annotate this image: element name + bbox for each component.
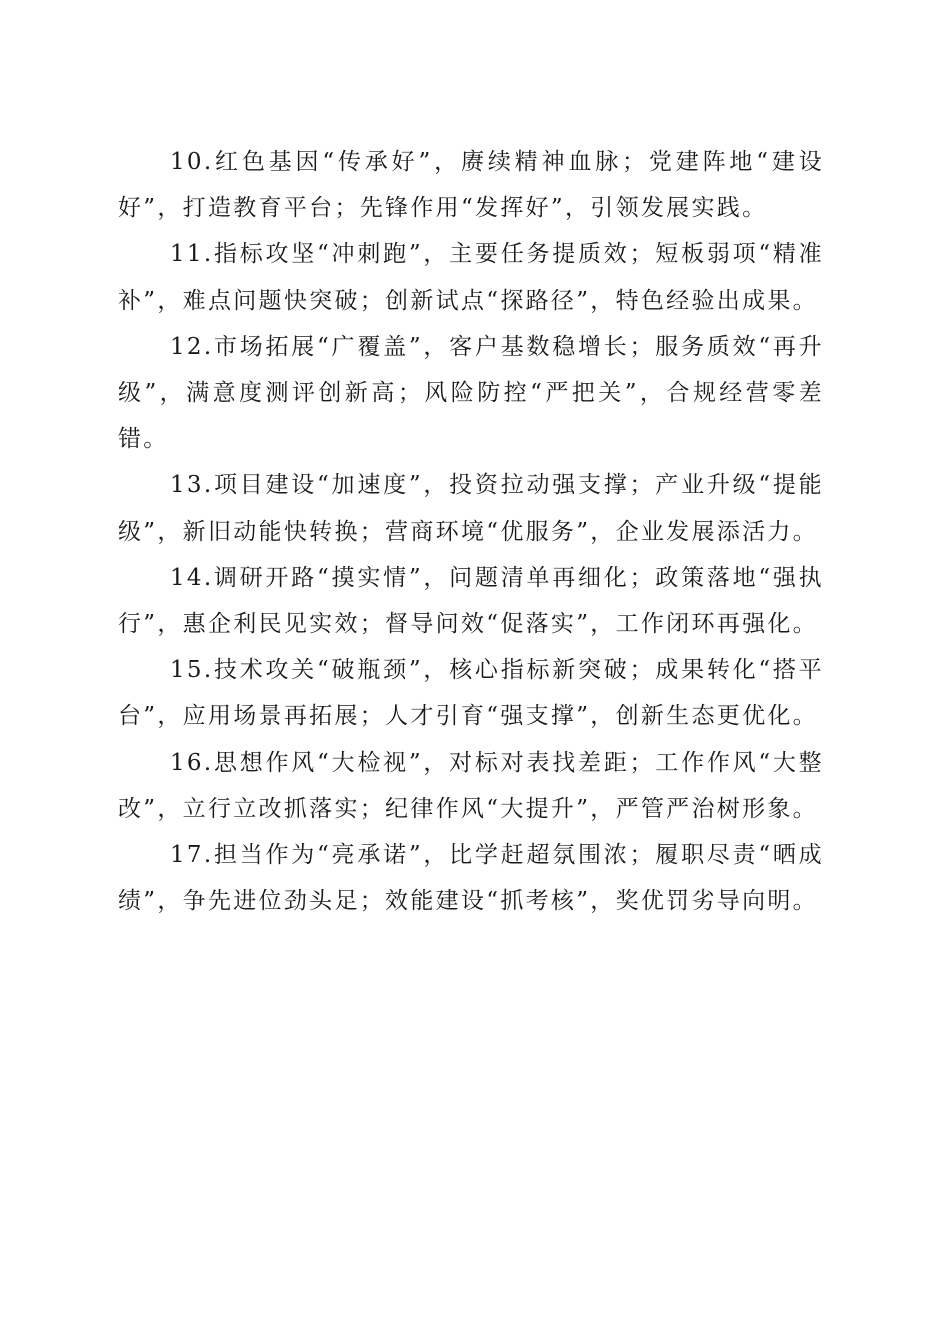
paragraph-17: 17.担当作为“亮承诺”，比学赶超氛围浓；履职尽责“晒成绩”，争先进位劲头足；效能建设“抓考核”，奖优罚劣导向明。	[118, 842, 824, 915]
paragraph-10: 10.红色基因“传承好”，赓续精神血脉；党建阵地“建设好”，打造教育平台；先锋作用“发挥好”，引领发展实践。	[118, 149, 824, 222]
paragraph-12: 12.市场拓展“广覆盖”，客户基数稳增长；服务质效“再升级”，满意度测评创新高；风险防控“严把关”，合规经营零差错。	[118, 333, 824, 453]
paragraph-14: 14.调研开路“摸实情”，问题清单再细化；政策落地“强执行”，惠企利民见实效；督导问效“促落实”，工作闭环再强化。	[118, 564, 824, 638]
paragraph-15: 15.技术攻关“破瓶颈”，核心指标新突破；成果转化“搭平台”，应用场景再拓展；人才引育“强支撑”，创新生态更优化。	[118, 657, 824, 730]
paragraph-16: 16.思想作风“大检视”，对标对表找差距；工作作风“大整改”，立行立改抓落实；纪律作风“大提升”，严管严治树形象。	[118, 749, 824, 822]
document-body	[118, 139, 824, 924]
paragraph-13: 13.项目建设“加速度”，投资拉动强支撑；产业升级“提能级”，新旧动能快转换；营商环境“优服务”，企业发展添活力。	[118, 472, 824, 545]
paragraph-11: 11.指标攻坚“冲刺跑”，主要任务提质效；短板弱项“精准补”，难点问题快突破；创新试点“探路径”，特色经验出成果。	[118, 241, 824, 314]
